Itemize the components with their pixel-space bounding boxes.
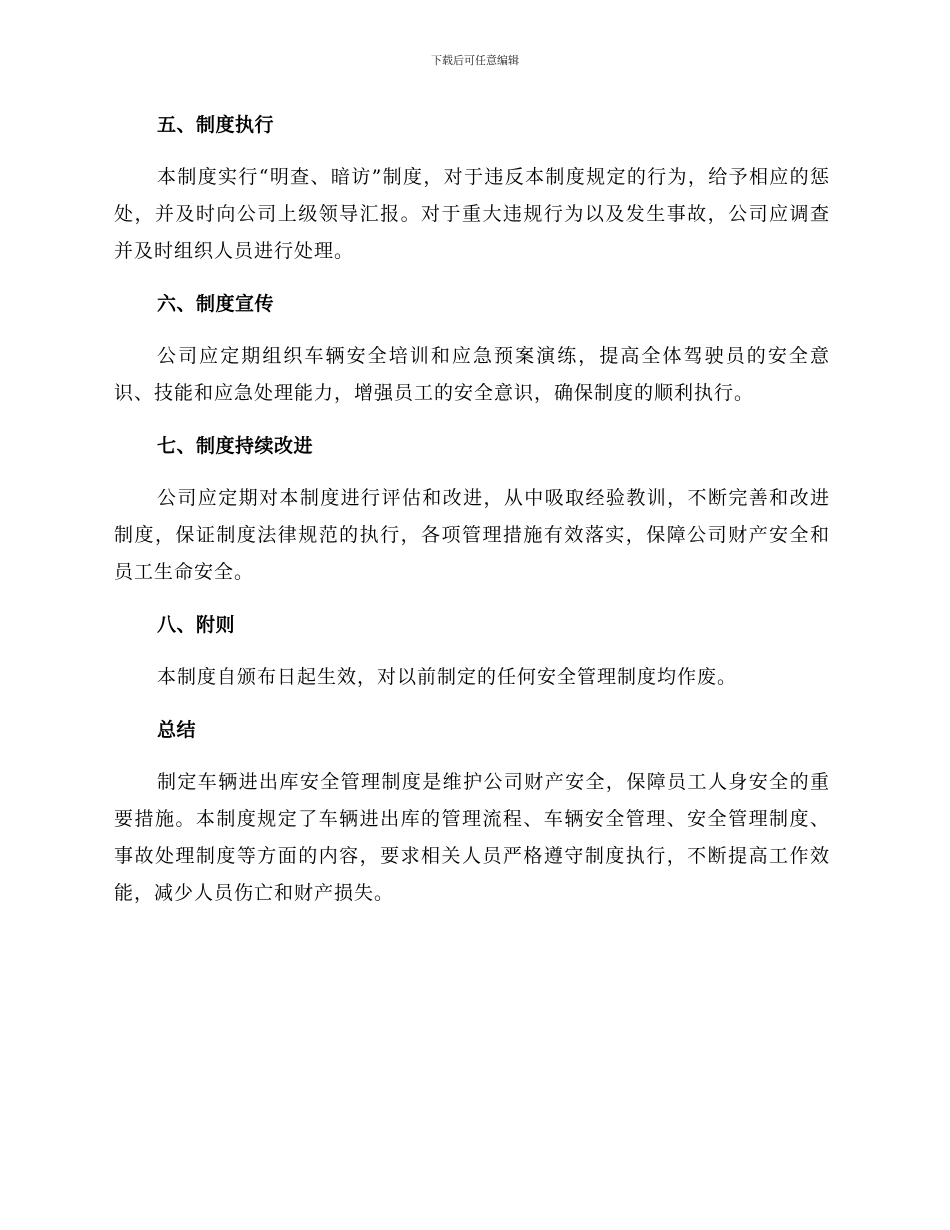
section-heading-improvement: 七、制度持续改进 xyxy=(157,435,314,457)
section-heading-publicity: 六、制度宣传 xyxy=(157,293,275,315)
section-heading-execution: 五、制度执行 xyxy=(157,114,275,136)
section-paragraph-summary: 制定车辆进出库安全管理制度是维护公司财产安全，保障员工人身安全的重要措施。本制度规定了车辆进出库的管理流程、车辆安全管理、安全管理制度、事故处理制度等方面的内容，要求相关人员严格遵守制度执行，不断提高工作效能，减少人员伤亡和财产损失。 xyxy=(114,771,830,904)
page-header: 下载后可任意编辑 xyxy=(431,54,519,67)
section-paragraph-improvement: 公司应定期对本制度进行评估和改进，从中吸取经验教训，不断完善和改进制度，保证制度法律规范的执行，各项管理措施有效落实，保障公司财产安全和员工生命安全。 xyxy=(114,487,830,583)
section-heading-appendix: 八、附则 xyxy=(157,614,236,636)
document-body xyxy=(114,106,830,927)
section-paragraph-execution: 本制度实行“明查、暗访”制度，对于违反本制度规定的行为，给予相应的惩处，并及时向公司上级领导汇报。对于重大违规行为以及发生事故，公司应调查并及时组织人员进行处理。 xyxy=(114,166,830,262)
section-paragraph-appendix: 本制度自颁布日起生效，对以前制定的任何安全管理制度均作废。 xyxy=(157,666,738,688)
section-paragraph-publicity: 公司应定期组织车辆安全培训和应急预案演练，提高全体驾驶员的安全意识、技能和应急处理能力，增强员工的安全意识，确保制度的顺利执行。 xyxy=(114,345,830,404)
section-heading-summary: 总结 xyxy=(157,719,197,741)
